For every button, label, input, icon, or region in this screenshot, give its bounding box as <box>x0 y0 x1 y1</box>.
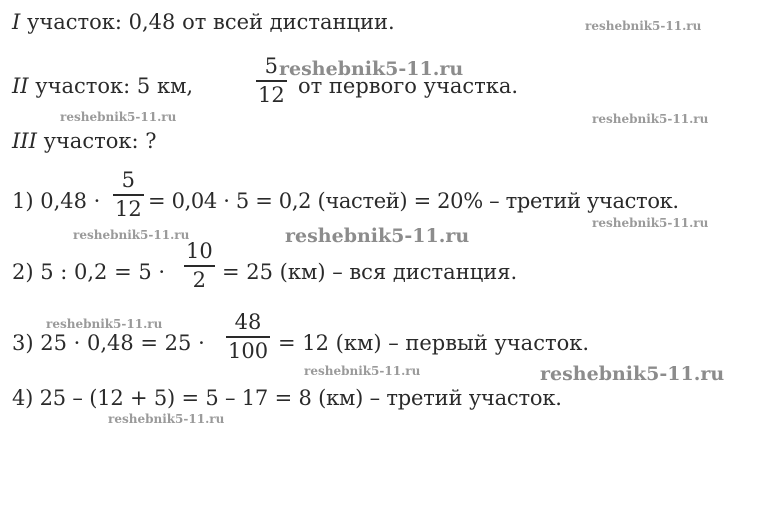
fraction-numerator: 5 <box>121 168 136 192</box>
fraction-denominator: 2 <box>192 267 207 292</box>
line-section-1 <box>12 12 395 33</box>
watermark: reshebnik5-11.ru <box>60 110 177 124</box>
line-2-tail: от первого участка. <box>298 74 519 98</box>
roman-numeral: III <box>12 129 37 153</box>
fraction-denominator: 12 <box>258 82 285 107</box>
fraction-numerator: 48 <box>234 310 262 334</box>
watermark: reshebnik5-11.ru <box>73 228 190 242</box>
fraction-numerator: 5 <box>264 54 279 78</box>
watermark: reshebnik5-11.ru <box>108 412 225 426</box>
fraction-denominator: 12 <box>115 196 142 221</box>
watermark: reshebnik5-11.ru <box>304 364 421 378</box>
fraction-5-12-step1 <box>113 170 144 220</box>
step-2-post: = 25 (км) – вся дистанция. <box>222 260 518 284</box>
watermark: reshebnik5-11.ru <box>540 363 725 385</box>
line-text: участок: 5 км, <box>28 74 194 98</box>
step-3-post: = 12 (км) – первый участок. <box>278 331 590 355</box>
step-1-post: = 0,04 · 5 = 0,2 (частей) = 20% – третий участок. <box>148 189 679 213</box>
watermark: reshebnik5-11.ru <box>592 112 709 126</box>
fraction-denominator: 100 <box>228 338 269 363</box>
fraction-numerator: 10 <box>186 239 213 263</box>
step-2-pre: 2) 5 : 0,2 = 5 · <box>12 260 166 284</box>
roman-numeral: II <box>12 74 29 98</box>
step-3-pre: 3) 25 · 0,48 = 25 · <box>12 331 205 355</box>
roman-numeral: I <box>12 10 21 34</box>
fraction-10-2 <box>184 241 215 291</box>
line-text: участок: ? <box>36 129 157 153</box>
line-section-3 <box>12 131 156 152</box>
step-4: 4) 25 – (12 + 5) = 5 – 17 = 8 (км) – третий участок. <box>12 386 562 410</box>
line-text: участок: 0,48 от всей дистанции. <box>20 10 395 34</box>
watermark: reshebnik5-11.ru <box>279 58 464 80</box>
watermark: reshebnik5-11.ru <box>585 19 702 33</box>
step-1-pre: 1) 0,48 · <box>12 189 101 213</box>
watermark: reshebnik5-11.ru <box>592 216 709 230</box>
watermark: reshebnik5-11.ru <box>285 225 470 247</box>
fraction-48-100 <box>226 312 270 362</box>
watermark: reshebnik5-11.ru <box>46 317 163 331</box>
line-section-2 <box>12 76 193 97</box>
